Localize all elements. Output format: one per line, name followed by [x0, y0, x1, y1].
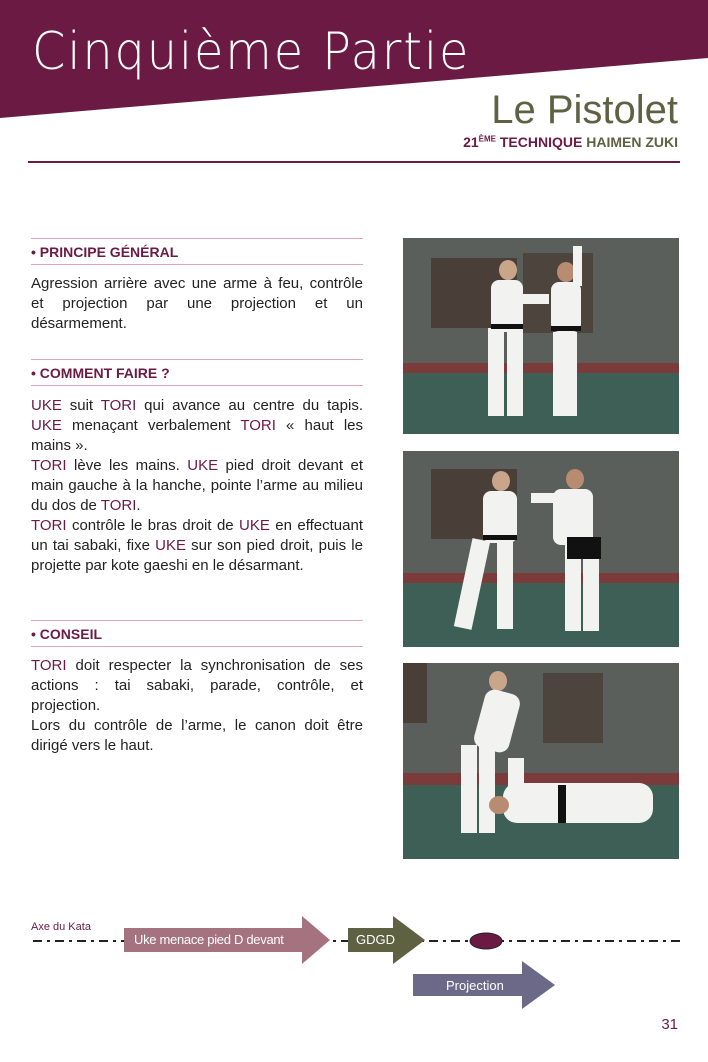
section-text-principe	[31, 274, 363, 334]
conseil-paragraph-2: Lors du contrôle de l’arme, le canon doit être dirigé vers le haut.	[31, 717, 363, 754]
technique-line	[463, 134, 678, 150]
technique-number: 21ÈME	[463, 134, 496, 150]
arrow2-label: GDGD	[356, 932, 395, 947]
comment-faire-paragraph-3: TORI contrôle le bras droit de UKE en effectuant un tai sabaki, fixe UKE sur son pied droit, puis le projette par kote gaeshi en le désarmant.	[31, 517, 363, 574]
conseil-paragraph-1: TORI doit respecter la synchronisation de ses actions : tai sabaki, parade, contrôle, et projection.	[31, 657, 363, 714]
section-text-comment-faire	[31, 396, 363, 576]
photo-step-2	[403, 451, 679, 647]
part-title: Cinquième Partie	[32, 22, 471, 82]
section-heading-conseil: • CONSEIL	[31, 620, 363, 647]
principe-paragraph: Agression arrière avec une arme à feu, contrôle et projection par une projection et un désarmement.	[31, 275, 363, 332]
header-rule	[28, 161, 680, 163]
axis-label: Axe du Kata	[31, 921, 91, 933]
photo-step-3	[403, 663, 679, 859]
photo-step-1	[403, 238, 679, 434]
arrow3-label: Projection	[446, 978, 504, 993]
section-heading-principe: • PRINCIPE GÉNÉRAL	[31, 238, 363, 265]
arrow1-label: Uke menace pied D devant	[134, 932, 284, 947]
page-number: 31	[661, 1016, 678, 1033]
section-heading-comment-faire: • COMMENT FAIRE ?	[31, 359, 363, 386]
technique-name: HAIMEN ZUKI	[586, 134, 678, 150]
comment-faire-paragraph-1: UKE suit TORI qui avance au centre du tapis. UKE menaçant verbalement TORI « haut les mains ».	[31, 397, 363, 454]
technique-word: TECHNIQUE	[499, 134, 583, 150]
section-text-conseil	[31, 656, 363, 756]
kata-axis-diagram	[0, 900, 708, 1020]
chapter-title: Le Pistolet	[491, 88, 678, 132]
kata-marker	[470, 933, 502, 949]
comment-faire-paragraph-2: TORI lève les mains. UKE pied droit devant et main gauche à la hanche, pointe l’arme au milieu du dos de TORI.	[31, 457, 363, 514]
